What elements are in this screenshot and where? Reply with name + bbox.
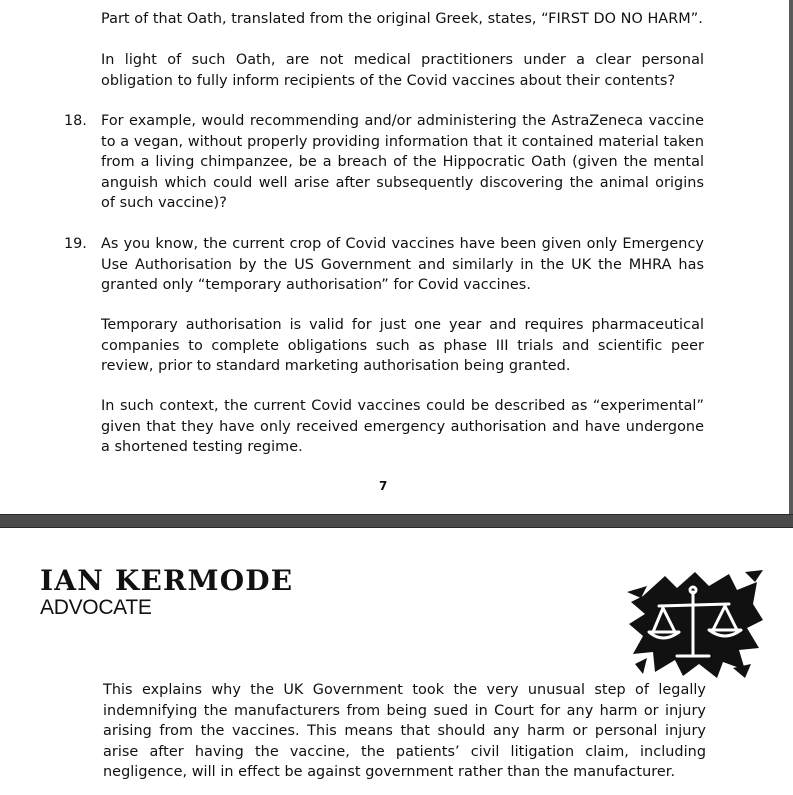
- page-number: 7: [379, 479, 388, 493]
- oath-quote-line: Part of that Oath, translated from the original Greek, states, “FIRST DO NO HARM”.: [101, 11, 703, 27]
- oath-obligation-paragraph: In light of such Oath, are not medical practitioners under a clear personal obligation to fully inform recipients of the Covid vaccines about their contents?: [101, 52, 704, 89]
- letterhead-title: ADVOCATE: [40, 596, 152, 619]
- scales-of-justice-logo-icon: [625, 568, 765, 680]
- item-19-paragraph: As you know, the current crop of Covid vaccines have been given only Emergency Use Authorisation by the US Government and similarly in the UK the MHRA has granted only “temporary authorisation” for Covid vaccines.: [101, 236, 704, 293]
- letterhead-name: IAN KERMODE: [40, 564, 294, 597]
- viewer-scrollbar-edge: [789, 0, 793, 514]
- item-18-number: 18.: [64, 113, 87, 129]
- indemnify-paragraph: This explains why the UK Government took the very unusual step of legally indemnifying the manufacturers from being sued in Court for any harm or injury arising from the vaccines. This means that should any harm or personal injury arise after having the vaccine, the patients’ civil litigation claim, including negligence, will in effect be against government rather than the manufacturer.: [103, 682, 706, 780]
- item-18-paragraph: For example, would recommending and/or administering the AstraZeneca vaccine to a vegan, without properly providing information that it contained material taken from a living chimpanzee, be a breach of the Hippocratic Oath (given the mental anguish which could well arise after subsequently discovering the animal origins of such vaccine)?: [101, 113, 704, 211]
- item-19-number: 19.: [64, 236, 87, 252]
- temporary-authorisation-paragraph: Temporary authorisation is valid for just one year and requires pharmaceutical companies to complete obligations such as phase III trials and scientific peer review, prior to standard marketing authorisation being granted.: [101, 317, 704, 374]
- page-separator: [0, 514, 793, 528]
- experimental-paragraph: In such context, the current Covid vaccines could be described as “experimental” given that they have only received emergency authorisation and have undergone a shortened testing regime.: [101, 398, 704, 455]
